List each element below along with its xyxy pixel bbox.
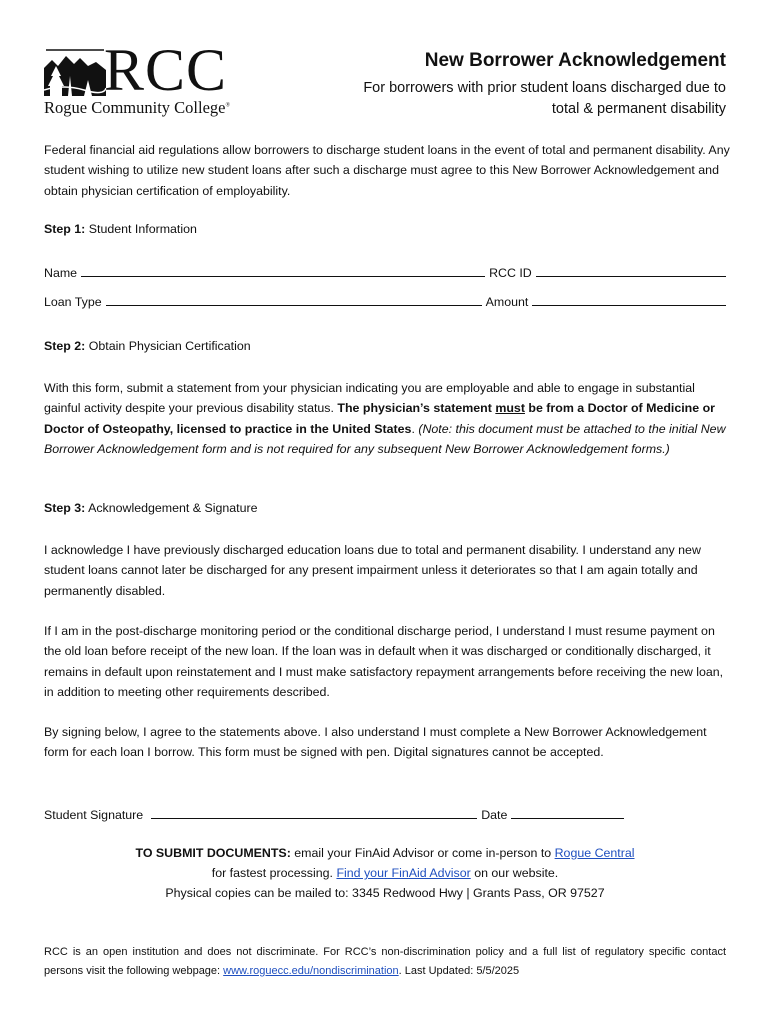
nondiscrimination-link[interactable]: www.roguecc.edu/nondiscrimination <box>223 965 399 977</box>
find-advisor-link[interactable]: Find your FinAid Advisor <box>336 866 471 880</box>
amount-field[interactable] <box>532 291 726 306</box>
step2-heading <box>44 339 251 353</box>
step3-title: Acknowledgement & Signature <box>88 501 258 515</box>
step1-heading <box>44 222 197 236</box>
acknowledge-paragraph-2: If I am in the post-discharge monitoring period or the conditional discharge period, I understand I must resume payment on the old loan before receipt of the new loan. If the loan was in default when it was discharged or conditionally discharged, it remains in default upon reinstatement and I must make satisfactory repayment arrangements before receiving the new loan, in addition to meeting other requirements described. <box>44 624 724 699</box>
step1-label: Step 1: <box>44 222 86 236</box>
name-label: Name <box>44 266 78 280</box>
loan-type-label: Loan Type <box>44 295 102 309</box>
loan-type-amount-row <box>44 289 726 309</box>
logo-letters: RCC <box>104 37 228 103</box>
rcc-logo <box>44 37 244 122</box>
step2-title: Obtain Physician Certification <box>88 339 251 353</box>
step3-heading <box>44 501 258 515</box>
rcc-id-field[interactable] <box>536 262 726 277</box>
date-field[interactable] <box>511 804 624 819</box>
intro-paragraph: Federal financial aid regulations allow borrowers to discharge student loans in the event of total and permanent disability. Any student wishing to utilize new student loans after such a discharge must agree to this New Borrower Acknowledgement and obtain physician certification of employability. <box>44 143 730 198</box>
signature-row <box>44 802 726 822</box>
signature-field[interactable] <box>151 804 477 819</box>
physician-note: (Note: this document must be attached to the initial New Borrower Acknowledgement form and is not required for any subsequent New Borrower Acknowledgement forms.) <box>44 421 726 456</box>
date-label: Date <box>481 808 508 822</box>
name-field[interactable] <box>81 262 485 277</box>
nondiscrimination-footer: RCC is an open institution and does not discriminate. For RCC’s non-discrimination policy and a full list of regulatory specific contact persons visit the following webpage: www.roguecc.edu/nondiscrimination. Last Updated: 5/5/2025 <box>44 946 726 977</box>
loan-type-field[interactable] <box>106 291 482 306</box>
rcc-id-label: RCC ID <box>489 266 532 280</box>
name-rcc-id-row <box>44 260 726 280</box>
submit-heading: TO SUBMIT DOCUMENTS: <box>135 846 291 860</box>
mountain-trees-icon <box>44 46 106 96</box>
step2-label: Step 2: <box>44 339 86 353</box>
physician-paragraph: With this form, submit a statement from your physician indicating you are employable and able to engage in substantial gainful activity despite your previous disability status. The physician’s statement must be from a Doctor of Medicine or Doctor of Osteopathy, licensed to practice in the United States. (Note: this document must be attached to the initial New Borrower Acknowledgement form and is not required for any subsequent New Borrower Acknowledgement forms.) <box>44 381 726 456</box>
logo-college-name: Rogue Community College® <box>44 98 231 117</box>
rogue-central-link[interactable]: Rogue Central <box>554 846 635 860</box>
acknowledge-paragraph-3: By signing below, I agree to the statements above. I also understand I must complete a New Borrower Acknowledgement form for each loan I borrow. This form must be signed with pen. Digital signatures cannot be accepted. <box>44 725 707 760</box>
form-subtitle: For borrowers with prior student loans discharged due to total & permanent disability <box>363 80 726 117</box>
acknowledge-paragraph-1: I acknowledge I have previously discharged education loans due to total and permanent disability. I understand any new student loans cannot later be discharged for any present impairment unless it deteriorates so that I am again totally and permanently disabled. <box>44 543 701 598</box>
submit-instructions: TO SUBMIT DOCUMENTS: email your FinAid Advisor or come in-person to Rogue Central for fastest processing. Find your FinAid Advisor on our website. Physical copies can be mailed to: 3345 Redwood Hwy | Grants Pass, OR 97527 <box>44 843 726 903</box>
step3-label: Step 3: <box>44 501 86 515</box>
step1-title: Student Information <box>88 222 197 236</box>
signature-label: Student Signature <box>44 808 144 822</box>
mailing-address: Physical copies can be mailed to: 3345 Redwood Hwy | Grants Pass, OR 97527 <box>165 886 605 900</box>
amount-label: Amount <box>485 295 529 309</box>
form-title: New Borrower Acknowledgement <box>424 50 726 71</box>
